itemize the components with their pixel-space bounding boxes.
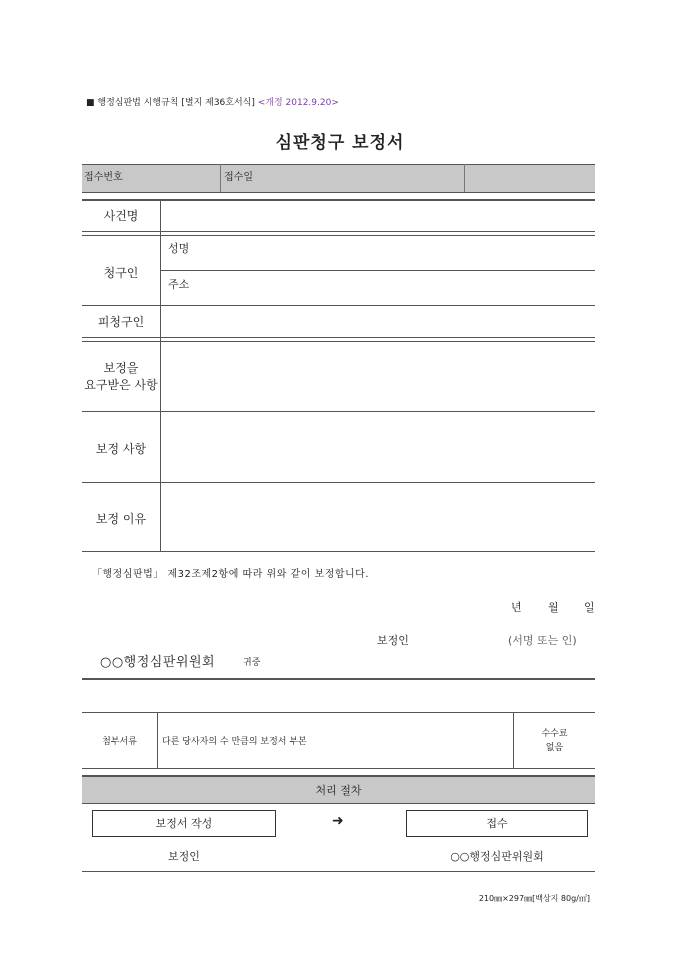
revision-date: <개정 2012.9.20> (257, 98, 339, 108)
reception-number-label: 접수번호 (84, 172, 123, 183)
statement-text: 「행정심판법」 제32조제2항에 따라 위와 같이 보정합니다. (92, 569, 370, 580)
regulation-reference: 행정심판법 시행규칙 [별지 제36호서식] (97, 98, 255, 108)
date-day-label: 일 (584, 601, 595, 614)
bullet-icon: ■ (86, 98, 95, 108)
corrector-label: 보정인 (377, 634, 409, 647)
fee-value: 없음 (545, 743, 564, 753)
correction-items-label: 보정 사항 (95, 442, 147, 456)
reception-date-label: 접수일 (224, 172, 253, 183)
case-name-label: 사건명 (103, 209, 139, 223)
form-header (86, 95, 339, 108)
claimant-label: 청구인 (103, 266, 139, 280)
step-write-correction-label: 보정서 작성 (155, 817, 213, 830)
page-title: 심판청구 보정서 (275, 133, 405, 153)
fee-label: 수수료 (541, 729, 568, 739)
actor-corrector: 보정인 (168, 850, 200, 863)
requested-items-label-line2: 요구받은 사항 (84, 378, 158, 392)
committee-honorific: 귀중 (243, 658, 261, 668)
respondent-label: 피청구인 (97, 315, 145, 329)
date-year-label: 년 (511, 601, 522, 614)
step-write-correction (92, 810, 276, 837)
claimant-name-label: 성명 (168, 242, 190, 255)
date-month-label: 월 (548, 601, 559, 614)
attachments-content: 다른 당사자의 수 만큼의 보정서 부본 (162, 737, 307, 747)
signature-hint: (서명 또는 인) (508, 634, 577, 647)
claimant-address-label: 주소 (168, 278, 190, 291)
committee-name: ○○행정심판위원회 (100, 655, 216, 670)
requested-items-label-line1: 보정을 (103, 361, 139, 375)
step-reception (406, 810, 588, 837)
step-reception-label: 접수 (486, 817, 508, 830)
correction-reason-label: 보정 이유 (95, 512, 147, 526)
attachments-label: 첨부서류 (102, 737, 137, 747)
reception-row (82, 164, 595, 192)
actor-committee: ○○행정심판위원회 (450, 850, 544, 863)
arrow-right-icon: ➜ (332, 813, 344, 829)
procedure-title: 처리 절차 (315, 784, 362, 797)
paper-spec: 210㎜×297㎜[백상지 80g/㎡] (478, 894, 590, 903)
